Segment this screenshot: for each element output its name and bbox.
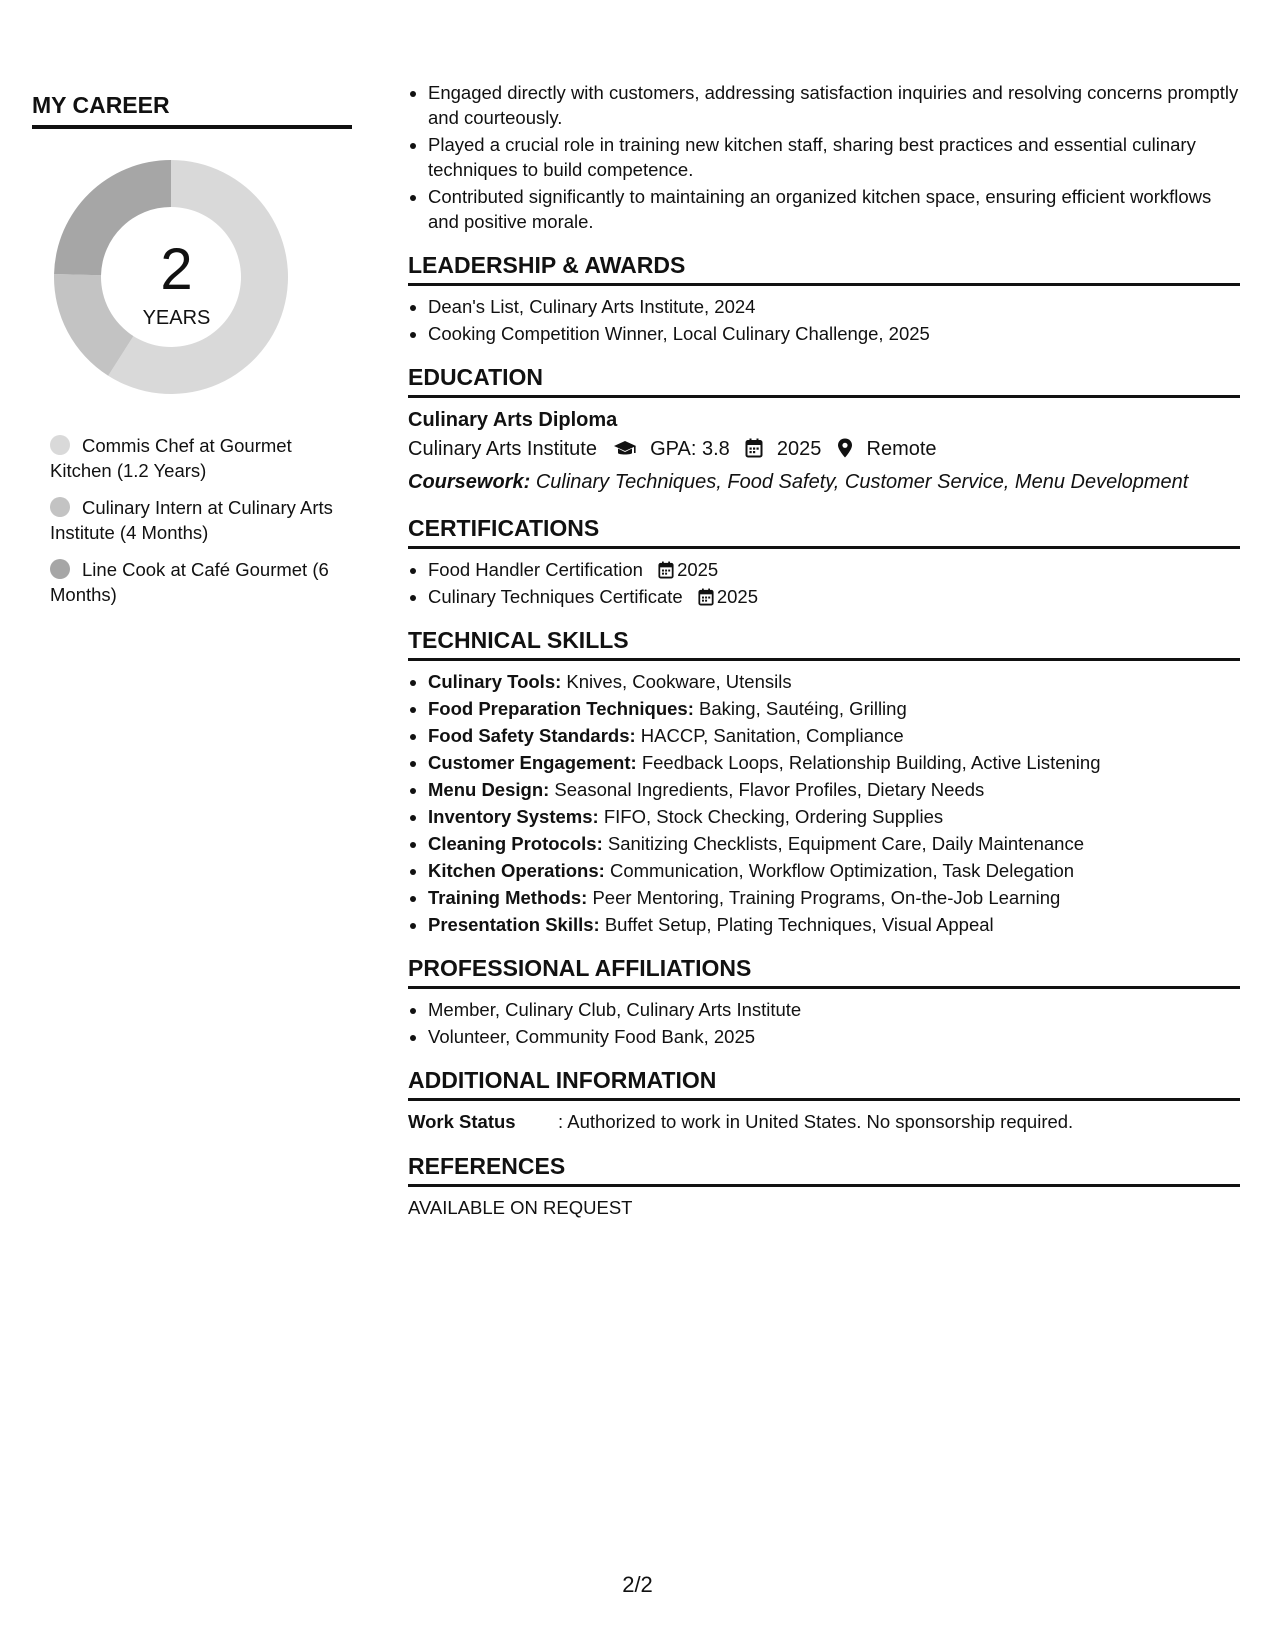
- legend-swatch: [50, 559, 70, 579]
- education-section: [408, 364, 1240, 497]
- experience-bullet: • Played a crucial role in training new kitchen staff, sharing best practices and essential culinary techniques to build competence.: [428, 132, 1240, 182]
- skill-value: Buffet Setup, Plating Techniques, Visual Appeal: [604, 914, 994, 935]
- work-status-row: [408, 1109, 1240, 1135]
- coursework-list: Culinary Techniques, Food Safety, Customer Service, Menu Development: [535, 471, 1189, 493]
- skill-item: [428, 750, 1240, 775]
- skill-value: Peer Mentoring, Training Programs, On-the-Job Learning: [592, 887, 1061, 908]
- career-sidebar: [32, 92, 352, 619]
- certifications-list: [408, 557, 1240, 609]
- legend-item: [50, 557, 350, 607]
- degree-name: Culinary Arts Diploma: [408, 409, 618, 431]
- calendar-icon: [745, 437, 763, 467]
- skill-label: Presentation Skills:: [428, 914, 600, 935]
- work-status-value: : Authorized to work in United States. No sponsorship required.: [558, 1111, 1074, 1132]
- main-content: [408, 80, 1240, 1219]
- calendar-icon: [698, 588, 714, 606]
- skill-label: Menu Design:: [428, 779, 550, 800]
- experience-bullets: [408, 80, 1240, 234]
- skill-value: Knives, Cookware, Utensils: [566, 671, 792, 692]
- list-item: • Dean's List, Culinary Arts Institute, 2024: [428, 294, 1240, 319]
- certification-item: [428, 584, 1240, 609]
- certification-year: 2025: [716, 586, 758, 607]
- skill-item: [428, 696, 1240, 721]
- graduation-year: 2025: [776, 438, 822, 460]
- skill-label: Culinary Tools:: [428, 671, 562, 692]
- list-item: • Cooking Competition Winner, Local Culinary Challenge, 2025: [428, 321, 1240, 346]
- experience-bullet: • Engaged directly with customers, addressing satisfaction inquiries and resolving concerns promptly and courteously.: [428, 80, 1240, 130]
- skill-value: FIFO, Stock Checking, Ordering Supplies: [603, 806, 944, 827]
- skill-item: [428, 723, 1240, 748]
- skill-label: Customer Engagement:: [428, 752, 637, 773]
- skill-value: Communication, Workflow Optimization, Task Delegation: [609, 860, 1075, 881]
- section-title: ADDITIONAL INFORMATION: [408, 1067, 1240, 1101]
- skill-value: Feedback Loops, Relationship Building, Active Listening: [641, 752, 1101, 773]
- skills-list: [408, 669, 1240, 937]
- skill-label: Training Methods:: [428, 887, 588, 908]
- certification-date: [658, 559, 718, 580]
- references-text: AVAILABLE ON REQUEST: [408, 1197, 633, 1218]
- leadership-section: [408, 252, 1240, 346]
- legend-item: [50, 495, 350, 545]
- skill-label: Cleaning Protocols:: [428, 833, 603, 854]
- affiliations-list: [408, 997, 1240, 1049]
- skill-value: Sanitizing Checklists, Equipment Care, Daily Maintenance: [607, 833, 1084, 854]
- list-item: • Member, Culinary Club, Culinary Arts Institute: [428, 997, 1240, 1022]
- skill-item: [428, 858, 1240, 883]
- skill-item: [428, 885, 1240, 910]
- section-title: REFERENCES: [408, 1153, 1240, 1187]
- certifications-section: [408, 515, 1240, 609]
- location-pin-icon: [837, 437, 853, 467]
- skill-item: [428, 804, 1240, 829]
- career-donut-chart: [54, 159, 314, 419]
- section-title: LEADERSHIP & AWARDS: [408, 252, 1240, 286]
- skill-item: [428, 777, 1240, 802]
- legend-swatch: [50, 435, 70, 455]
- skill-item: [428, 831, 1240, 856]
- skill-label: Food Safety Standards:: [428, 725, 636, 746]
- additional-section: [408, 1067, 1240, 1135]
- section-title: TECHNICAL SKILLS: [408, 627, 1240, 661]
- skill-label: Kitchen Operations:: [428, 860, 605, 881]
- legend-swatch: [50, 497, 70, 517]
- graduation-cap-icon: [613, 437, 637, 467]
- skill-item: [428, 912, 1240, 937]
- affiliations-section: [408, 955, 1240, 1049]
- skill-value: Baking, Sautéing, Grilling: [699, 698, 907, 719]
- donut-center: [54, 159, 299, 419]
- education-location: Remote: [866, 438, 937, 460]
- skills-section: [408, 627, 1240, 937]
- skill-label: Inventory Systems:: [428, 806, 599, 827]
- career-legend: [50, 433, 350, 607]
- calendar-icon: [658, 561, 674, 579]
- legend-item: [50, 433, 350, 483]
- certification-year: 2025: [677, 559, 719, 580]
- section-title: EDUCATION: [408, 364, 1240, 398]
- work-status-label: Work Status: [408, 1111, 516, 1132]
- skill-label: Food Preparation Techniques:: [428, 698, 694, 719]
- certification-date: [698, 586, 758, 607]
- references-section: [408, 1153, 1240, 1219]
- coursework-label: Coursework:: [408, 471, 531, 493]
- section-title: PROFESSIONAL AFFILIATIONS: [408, 955, 1240, 989]
- total-years-unit: YEARS: [142, 307, 211, 329]
- coursework: [408, 467, 1240, 497]
- skill-value: Seasonal Ingredients, Flavor Profiles, Dietary Needs: [554, 779, 985, 800]
- school-name: Culinary Arts Institute: [408, 438, 597, 460]
- career-title: MY CAREER: [32, 92, 352, 129]
- certification-item: [428, 557, 1240, 582]
- education-meta: [408, 434, 1240, 467]
- experience-bullet: • Contributed significantly to maintaining an organized kitchen space, ensuring efficient workflows and positive morale.: [428, 184, 1240, 234]
- total-years-value: 2: [160, 237, 193, 302]
- leadership-list: [408, 294, 1240, 346]
- skill-value: HACCP, Sanitation, Compliance: [640, 725, 904, 746]
- legend-label: Commis Chef at Gourmet Kitchen (1.2 Years): [50, 435, 292, 481]
- legend-label: Culinary Intern at Culinary Arts Institute (4 Months): [50, 497, 333, 543]
- section-title: CERTIFICATIONS: [408, 515, 1240, 549]
- legend-label: Line Cook at Café Gourmet (6 Months): [50, 559, 329, 605]
- certification-name: Food Handler Certification: [428, 559, 643, 580]
- certification-name: Culinary Techniques Certificate: [428, 586, 683, 607]
- page-number: 2/2: [622, 1572, 653, 1597]
- gpa-value: GPA: 3.8: [650, 438, 730, 460]
- skill-item: [428, 669, 1240, 694]
- list-item: • Volunteer, Community Food Bank, 2025: [428, 1024, 1240, 1049]
